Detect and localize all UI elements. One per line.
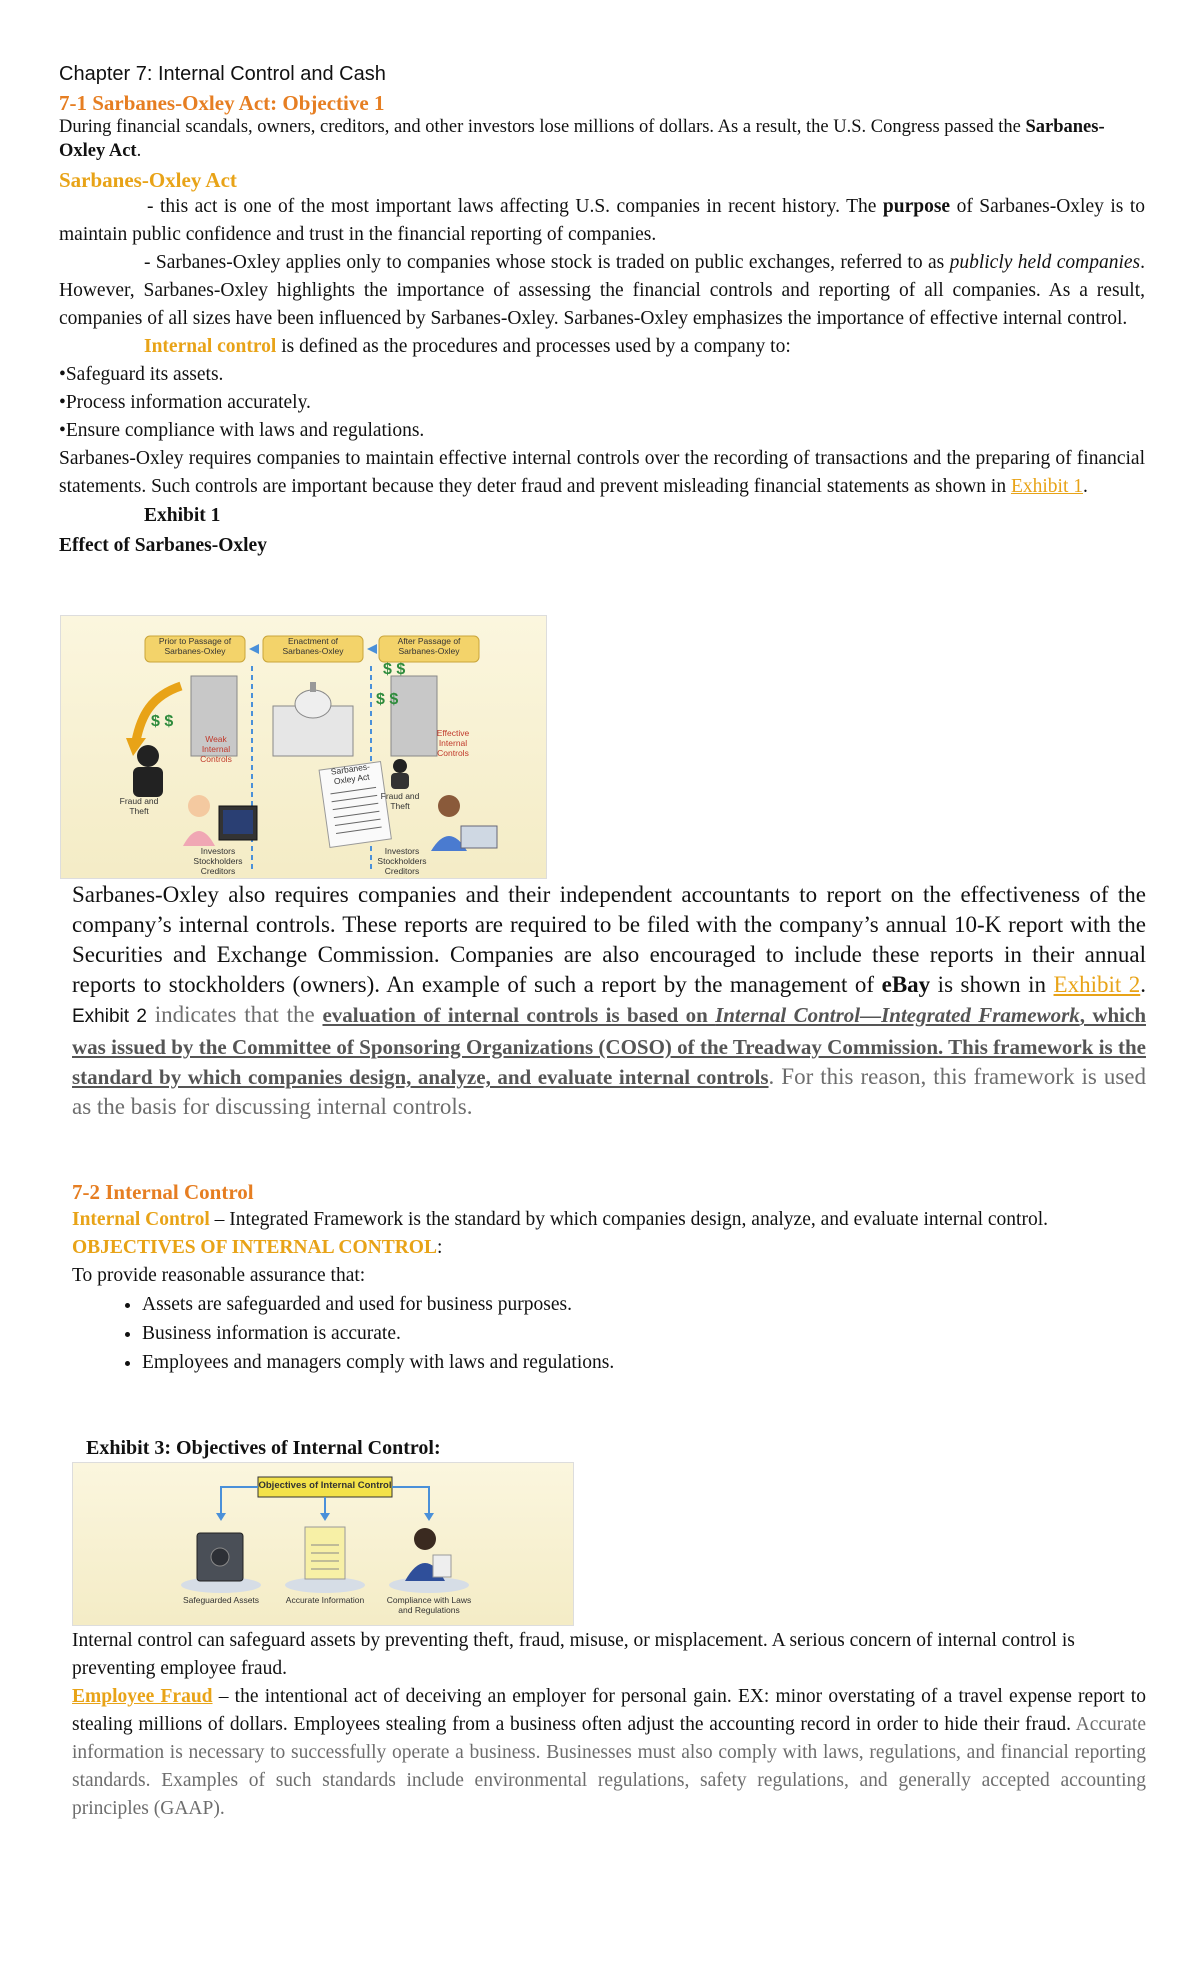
purpose-bold: purpose xyxy=(882,196,951,217)
list-item: •Ensure compliance with laws and regulations. xyxy=(59,420,425,441)
weak-controls-label: Weak Internal Controls xyxy=(200,734,232,764)
section-1-heading: 7-1 Sarbanes-Oxley Act: Objective 1 xyxy=(59,91,385,115)
req-text: Sarbanes-Oxley requires companies to maintain effective internal controls over the recording of transactions and the preparing of financial statements. Such controls are important because they deter fraud and prevent misleading financial statements as shown in xyxy=(59,448,1145,497)
report-text: Sarbanes-Oxley also requires companies and their independent accountants to report on the effectiveness of the company’s internal controls. These reports are required to be filed with the company’s annual 10-K report with the Securities and Exchange Commission. Companies are also encouraged to include these reports in their annual reports to stockholders (owners). An example of such a report by the management of xyxy=(72,882,1146,997)
investors-label-after: Investors Stockholders Creditors xyxy=(377,846,427,876)
p2-end: . However, Sarbanes-Oxley highlights the importance of assessing the financial controls and reporting of all companies. As a result, companies of all sizes have been influenced by Sarbanes-Oxley. Sarbanes-Oxley emphasizes the importance of effective internal control. xyxy=(59,252,1145,329)
exhibit-1-col1-title: Prior to Passage of Sarbanes-Oxley xyxy=(158,636,232,656)
section-2 xyxy=(72,1178,1146,1377)
exhibit-1-col2-title: Enactment of Sarbanes-Oxley xyxy=(282,636,344,656)
objectives-list xyxy=(72,1290,1146,1377)
report-gray-end: . For this reason, this framework is used as the basis for discussing internal controls. xyxy=(72,1064,1146,1119)
investors-label-before: Investors Stockholders Creditors xyxy=(193,846,243,876)
intro-end: . xyxy=(136,141,142,161)
employee-fraud-def: – the intentional act of deceiving an employer for personal gain. EX: minor overstating of a travel expense report to stealing millions of dollars. Employees stealing from a business often adjust the accounting record in order to hide their fraud. xyxy=(72,1686,1146,1735)
ic-term: Internal control xyxy=(144,336,277,357)
ic-def: is defined as the procedures and processes used by a company to: xyxy=(276,336,791,357)
assurance-line: To provide reasonable assurance that: xyxy=(72,1265,366,1286)
intro-paragraph xyxy=(59,115,1145,163)
coso-framework-italic: Internal Control—Integrated Framework xyxy=(715,1003,1080,1027)
objectives-colon: : xyxy=(436,1237,443,1258)
safeguarded-assets-label: Safeguarded Assets xyxy=(182,1595,260,1605)
exhibit-3-box-title: Objectives of Internal Control xyxy=(258,1480,392,1491)
intro-bold-term: Sarbanes-Oxley Act xyxy=(59,117,1105,161)
ic-purpose-list xyxy=(59,361,1145,445)
exhibit-1-link[interactable]: Exhibit 1 xyxy=(1010,476,1084,497)
ic-definition xyxy=(59,333,1145,361)
list-item: •Safeguard its assets. xyxy=(59,364,224,385)
chapter-title: Chapter 7: Internal Control and Cash xyxy=(59,63,386,85)
accurate-information-label: Accurate Information xyxy=(285,1595,365,1605)
svg-text:$ $: $ $ xyxy=(383,661,406,678)
report-paragraph xyxy=(72,880,1146,1122)
sox-body xyxy=(59,193,1145,561)
bullet-text: Process information accurately. xyxy=(65,392,311,413)
sox-paragraph-2 xyxy=(59,249,1145,333)
list-item: • Assets are safeguarded and used for business purposes. xyxy=(142,1290,1146,1319)
svg-text:$ $: $ $ xyxy=(151,713,174,730)
list-item: • Business information is accurate. xyxy=(142,1319,1146,1348)
effective-controls-label: Effective Internal Controls xyxy=(436,728,470,758)
ebay-bold: eBay xyxy=(881,972,931,997)
ic-framework-definition xyxy=(72,1206,1146,1234)
safeguard-paragraph: Internal control can safeguard assets by preventing theft, fraud, misuse, or misplacement. A serious concern of internal control is preventing employee fraud. xyxy=(72,1630,1075,1679)
list-item: •Process information accurately. xyxy=(59,392,311,413)
exhibit-1-label: Exhibit 1 xyxy=(144,505,221,526)
ic-framework-def: – Integrated Framework is the standard by which companies design, analyze, and evaluate internal control. xyxy=(209,1209,1048,1230)
exhibit-2-link[interactable]: Exhibit 2 xyxy=(1053,972,1141,997)
objectives-heading-text: OBJECTIVES OF INTERNAL CONTROL xyxy=(72,1237,437,1258)
report-dot: . xyxy=(1140,972,1146,997)
section-2-heading: 7-2 Internal Control xyxy=(72,1180,254,1204)
bullet-text: Safeguard its assets. xyxy=(65,364,224,385)
p1-end: of Sarbanes-Oxley is to maintain public confidence and trust in the financial reporting of companies. xyxy=(59,196,1145,245)
ic-framework-term: Internal Control xyxy=(72,1209,210,1230)
exhibit-1-col3-title: After Passage of Sarbanes-Oxley xyxy=(397,636,461,656)
p1-text: - this act is one of the most important laws affecting U.S. companies in recent history. The xyxy=(147,196,883,217)
report-gray-text: indicates that the xyxy=(146,1002,323,1027)
compliance-label: Compliance with Laws and Regulations xyxy=(386,1595,472,1615)
req-end: . xyxy=(1083,476,1088,497)
exhibit-3-figure xyxy=(72,1462,574,1626)
sox-requirement-paragraph xyxy=(59,445,1145,501)
bullet-text: Ensure compliance with laws and regulations. xyxy=(65,420,425,441)
list-item: • Employees and managers comply with laws and regulations. xyxy=(142,1348,1146,1377)
exhibit-1-title: Effect of Sarbanes-Oxley xyxy=(59,535,267,556)
employee-fraud-term: Employee Fraud xyxy=(72,1686,213,1707)
exhibit-1-figure xyxy=(60,615,547,879)
coso-underlined-text-2: , which was issued by the Committee of Sponsoring Organizations (COSO) of the Treadway Commission. This framework is the standard by which companies design, analyze, and evaluate internal controls xyxy=(72,1003,1146,1089)
sox-paragraph-1 xyxy=(59,193,1145,249)
publicly-held-italic: publicly held companies xyxy=(949,252,1141,273)
fraud-label-before: Fraud and Theft xyxy=(119,796,159,816)
p2-text: - Sarbanes-Oxley applies only to companies whose stock is traded on public exchanges, referred to as xyxy=(144,252,950,273)
exhibit-2-reference: Exhibit 2 xyxy=(72,1006,147,1027)
svg-text:$ $: $ $ xyxy=(376,691,399,708)
employee-fraud-paragraph xyxy=(72,1683,1146,1823)
sox-act-doc-label: Sarbanes-Oxley Act xyxy=(330,761,371,787)
objectives-heading xyxy=(72,1234,1146,1262)
sox-subheading: Sarbanes-Oxley Act xyxy=(59,168,237,192)
accurate-info-gray-text: Accurate information is necessary to successfully operate a business. Businesses must also comply with laws, regulations, and financial reporting standards. Examples of such standards include environmental regulations, safety regulations, and generally accepted accounting principles (GAAP). xyxy=(72,1714,1146,1819)
fraud-label-after: Fraud and Theft xyxy=(380,791,420,811)
exhibit-3-title: Exhibit 3: Objectives of Internal Control: xyxy=(86,1437,441,1459)
coso-underlined-text: evaluation of internal controls is based on xyxy=(322,1003,716,1027)
closing-section xyxy=(72,1627,1146,1823)
intro-text: During financial scandals, owners, creditors, and other investors lose millions of dollars. As a result, the U.S. Congress passed the xyxy=(59,117,1026,137)
report-mid: is shown in xyxy=(930,972,1054,997)
